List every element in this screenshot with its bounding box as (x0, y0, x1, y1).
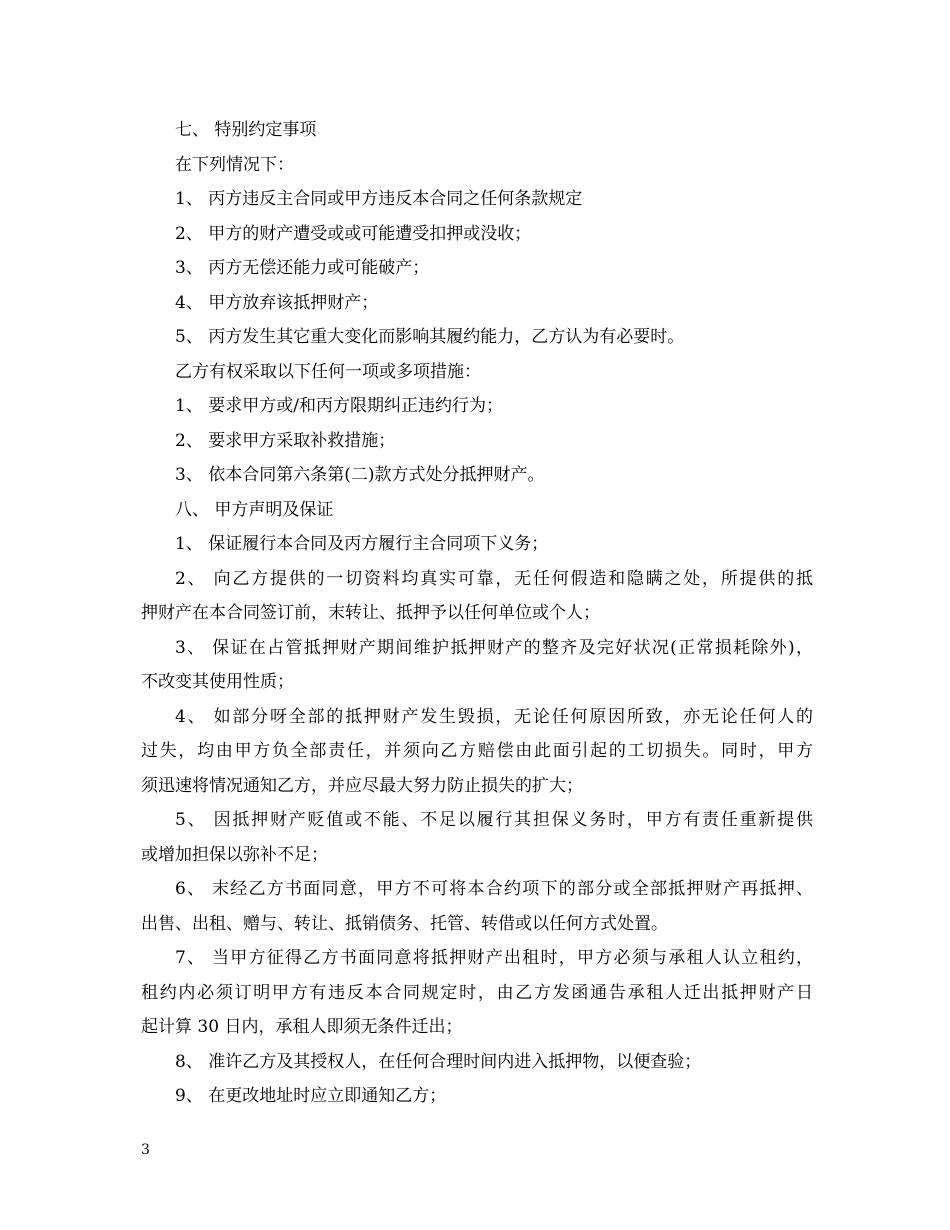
text-line: 不改变其使用性质； (141, 672, 294, 692)
page-number: 3 (141, 1142, 150, 1158)
text-line: 4、 如部分呀全部的抵押财产发生毁损，无论任何原因所致，亦无论任何人的 (175, 706, 813, 727)
text-line: 3、 丙方无偿还能力或可能破产； (175, 258, 430, 278)
text-line: 5、 因抵押财产贬值或不能、不足以履行其担保义务时，甲方有责任重新提供 (175, 810, 813, 830)
text-line: 2、 向乙方提供的一切资料均真实可靠，无任何假造和隐瞒之处，所提供的抵 (175, 568, 813, 589)
text-line: 过失，均由甲方负全部责任，并须向乙方赔偿由此面引起的工切损失。同时，甲方 (141, 741, 813, 761)
text-line: 八、 甲方声明及保证 (175, 499, 334, 520)
text-line: 起计算 30 日内，承租人即须无条件迁出； (141, 1017, 463, 1037)
text-line: 4、 甲方放弃该抵押财产； (175, 292, 379, 313)
text-line: 1、 丙方违反主合同或甲方违反本合同之任何条款规定 (175, 189, 583, 209)
text-line: 6、 末经乙方书面同意，甲方不可将本合约项下的部分或全部抵押财产再抵押、 (175, 879, 813, 899)
text-line: 出售、出租、赠与、转让、抵销债务、托管、转借或以任何方式处置。 (141, 913, 668, 934)
text-line: 3、 依本合同第六条第(二)款方式处分抵押财产。 (175, 465, 545, 485)
text-line: 7、 当甲方征得乙方书面同意将抵押财产出租时，甲方必须与承租人认立租约， (175, 948, 813, 968)
text-line: 1、 要求甲方或/和丙方限期纠正违约行为； (175, 396, 503, 416)
text-line: 七、 特别约定事项 (175, 120, 317, 140)
text-line: 3、 保证在占管抵押财产期间维护抵押财产的整齐及完好状况(正常损耗除外)， (175, 637, 813, 658)
text-line: 1、 保证履行本合同及丙方履行主合同项下义务； (175, 534, 549, 554)
text-line: 乙方有权采取以下任何一项或多项措施： (175, 361, 481, 382)
text-line: 5、 丙方发生其它重大变化而影响其履约能力，乙方认为有必要时。 (175, 327, 685, 347)
text-line: 在下列情况下： (175, 154, 294, 175)
text-line: 押财产在本合同签订前，末转让、抵押予以任何单位或个人； (141, 603, 600, 623)
document-body (141, 113, 813, 1114)
text-line: 8、 准许乙方及其授权人，在任何合理时间内进入抵押物，以便查验； (175, 1051, 702, 1072)
text-line: 2、 甲方的财产遭受或或可能遭受扣押或没收； (175, 223, 532, 244)
text-line: 或增加担保以弥补不足； (141, 844, 328, 865)
text-line: 须迅速将情况通知乙方，并应尽最大努力防止损失的扩大； (141, 775, 583, 796)
text-line: 2、 要求甲方采取补救措施； (175, 430, 396, 451)
text-line: 租约内必须订明甲方有违反本合同规定时，由乙方发函通告承租人迁出抵押财产日 (141, 982, 813, 1003)
text-line: 9、 在更改地址时应立即通知乙方； (175, 1086, 447, 1106)
